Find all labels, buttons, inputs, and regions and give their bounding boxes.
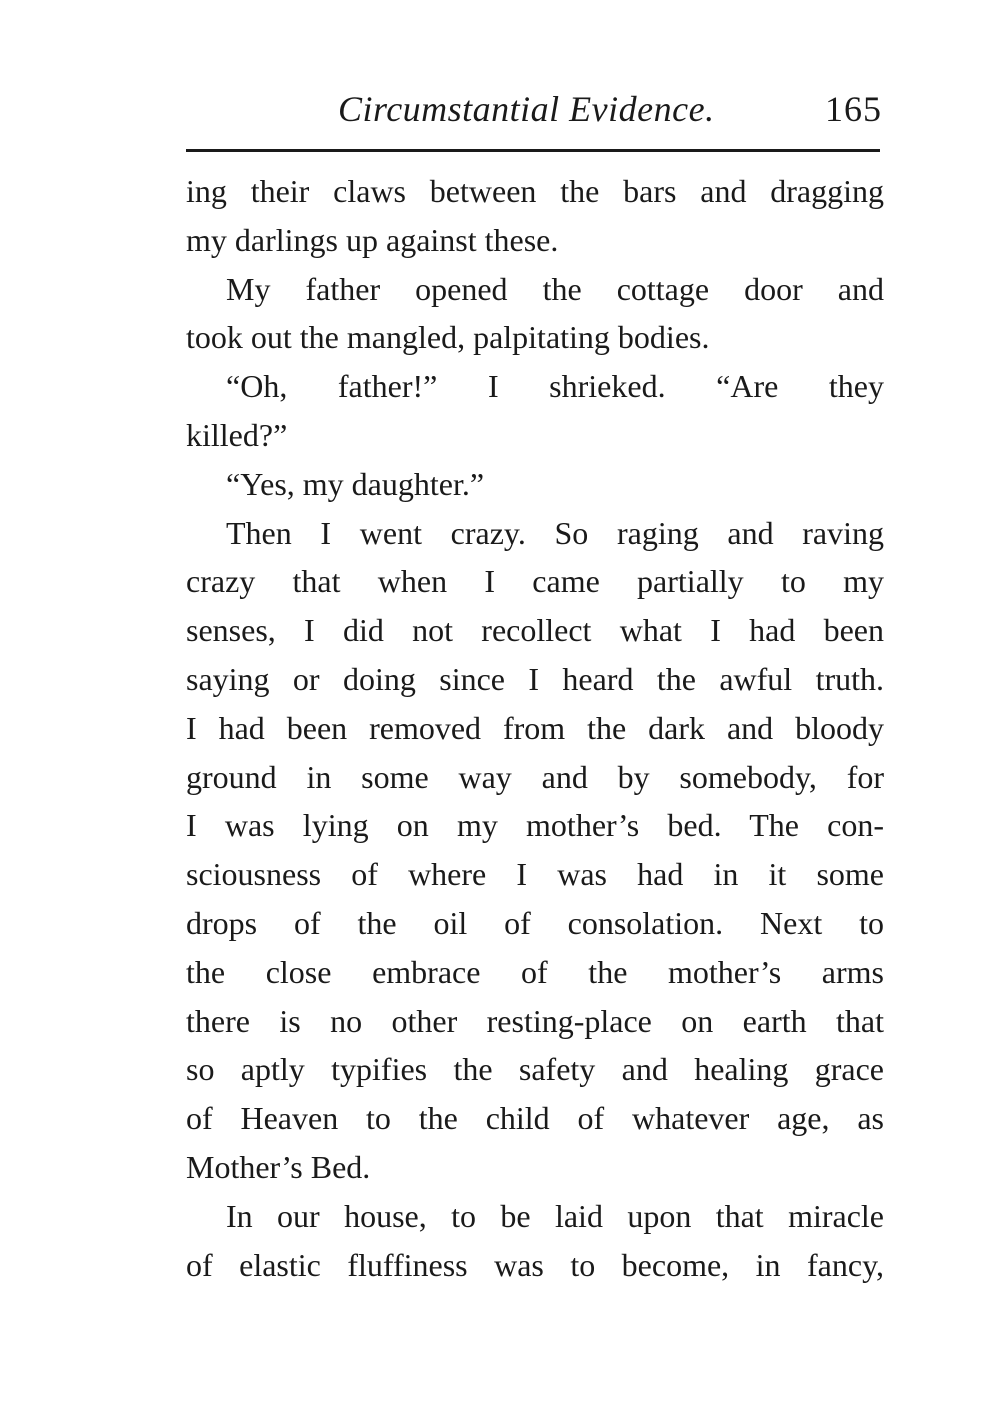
text-line: Mother’s Bed. — [186, 1148, 371, 1185]
text-line: crazy that when I came partially to my — [186, 563, 884, 600]
running-title: Circumstantial Evidence. — [338, 89, 715, 129]
text-line: senses, I did not recollect what I had been — [186, 612, 884, 649]
text-line: “Yes, my daughter.” — [226, 465, 485, 502]
text-line: ground in some way and by somebody, for — [186, 758, 884, 795]
text-line: saying or doing since I heard the awful truth. — [186, 660, 884, 697]
text-line: sciousness of where I was had in it some — [186, 856, 884, 893]
header-rule — [186, 149, 880, 152]
text-line: of Heaven to the child of whatever age, as — [186, 1100, 884, 1137]
text-line: the close embrace of the mother’s arms — [186, 953, 884, 990]
text-line: there is no other resting-place on earth that — [186, 1002, 884, 1039]
text-line: took out the mangled, palpitating bodies. — [186, 319, 710, 356]
page-number: 165 — [825, 89, 882, 129]
text-line: I had been removed from the dark and bloody — [186, 709, 884, 746]
text-line: my darlings up against these. — [186, 221, 559, 258]
text-line: ing their claws between the bars and dragging — [186, 173, 884, 209]
text-line: killed?” — [186, 416, 288, 453]
body-text — [186, 167, 884, 1289]
text-line: “Oh, father!” I shrieked. “Are they — [226, 368, 884, 405]
text-line: My father opened the cottage door and — [226, 270, 884, 307]
text-line: of elastic fluffiness was to become, in fancy, — [186, 1246, 884, 1283]
running-head — [186, 84, 882, 134]
text-line: In our house, to be laid upon that miracle — [226, 1197, 884, 1234]
text-line: so aptly typifies the safety and healing grace — [186, 1051, 884, 1088]
text-line: drops of the oil of consolation. Next to — [186, 904, 884, 941]
text-line: I was lying on my mother’s bed. The con- — [186, 807, 884, 844]
text-line: Then I went crazy. So raging and raving — [226, 514, 884, 551]
